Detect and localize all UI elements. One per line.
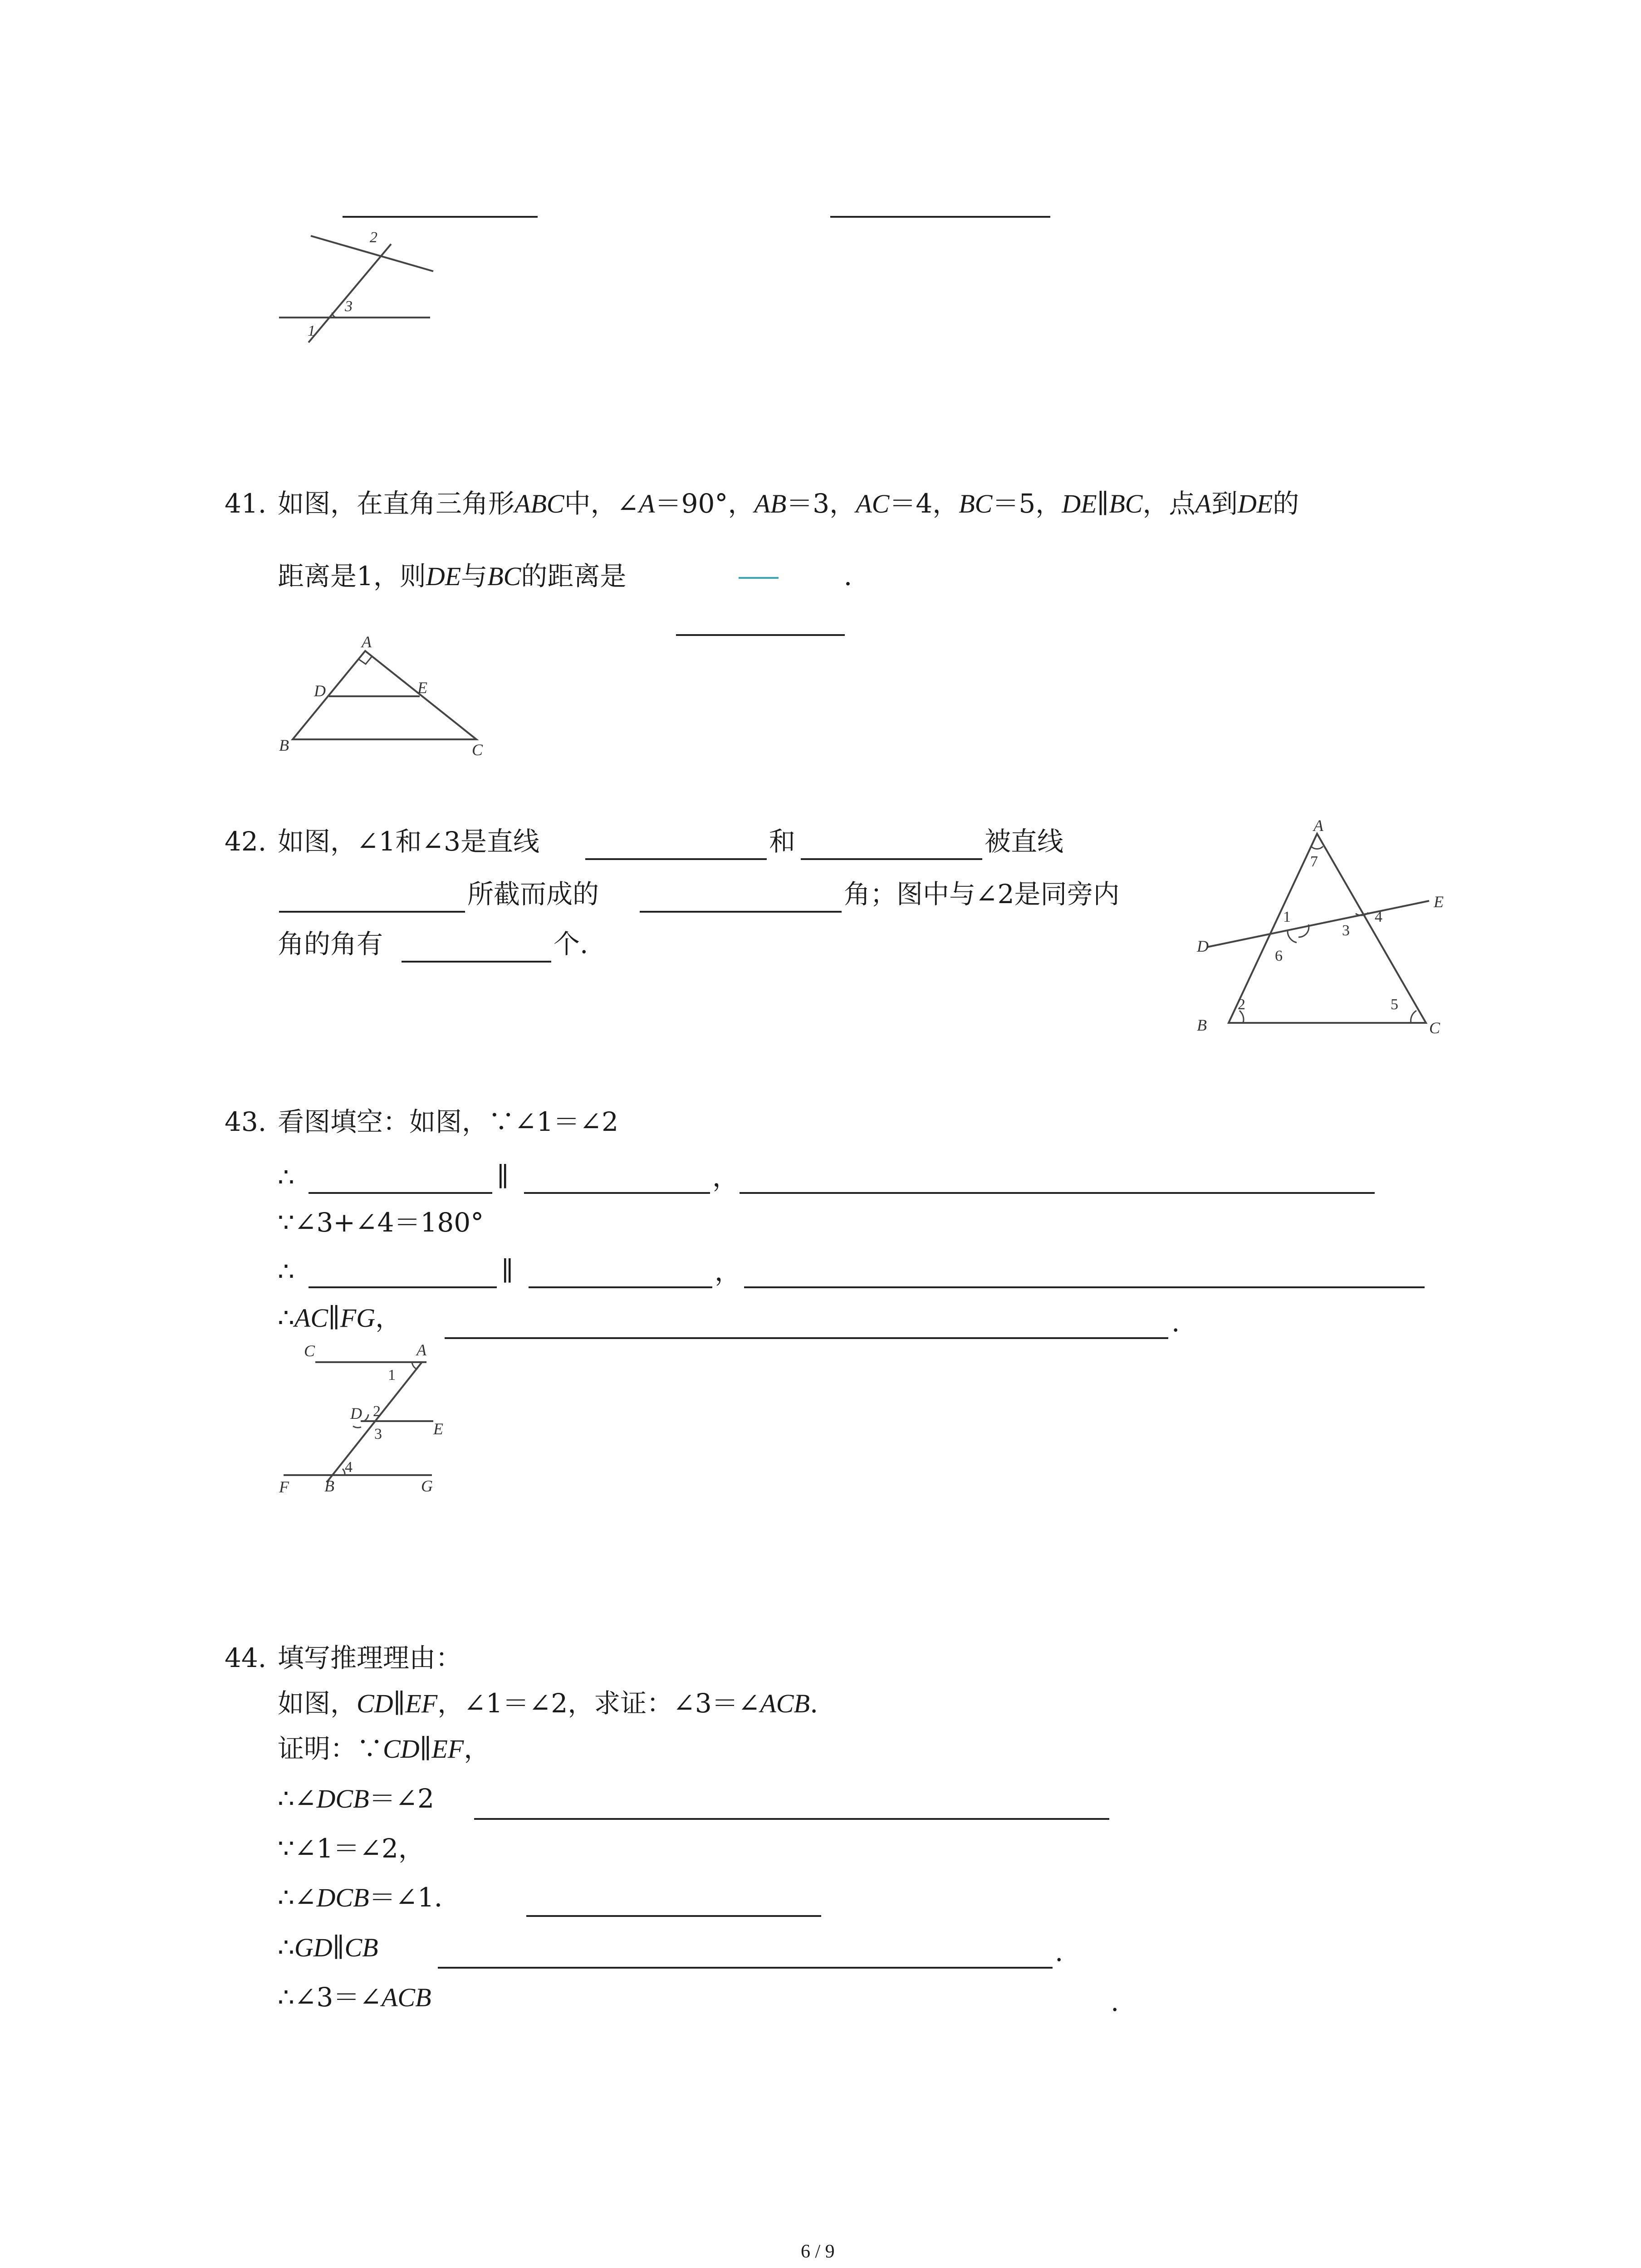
answer-blank-q42-2[interactable] xyxy=(801,858,982,860)
text: BC xyxy=(959,489,993,518)
text: DCB xyxy=(316,1784,369,1813)
q43-line1: 看图填空：如图，∵∠1＝∠2 xyxy=(278,1106,618,1137)
q44-number: 44. xyxy=(225,1642,267,1673)
label-1: 1 xyxy=(388,1367,396,1383)
q42-line1a: 如图，∠1和∠3是直线 xyxy=(278,826,539,857)
q42-line1c: 被直线 xyxy=(985,826,1064,857)
answer-blank[interactable] xyxy=(830,216,1050,218)
label-6: 6 xyxy=(1275,948,1283,964)
q41-line1 xyxy=(278,488,1299,520)
answer-blank-q41[interactable] xyxy=(676,634,845,636)
answer-blank-q42-3[interactable] xyxy=(279,911,465,913)
q44-line7-period: . xyxy=(1111,1986,1119,2017)
label-1: 1 xyxy=(1283,909,1291,925)
label-F: F xyxy=(279,1478,289,1496)
answer-blank[interactable] xyxy=(309,1286,497,1288)
q42-line2b: 角；图中与∠2是同旁内 xyxy=(844,879,1120,909)
q44-line3 xyxy=(278,1783,434,1815)
label-E: E xyxy=(433,1420,443,1438)
text: ＝∠2 xyxy=(369,1783,434,1814)
answer-blank[interactable] xyxy=(740,1192,1375,1194)
text: 证明：∵ xyxy=(278,1733,383,1764)
figure-q42 xyxy=(1184,816,1456,1043)
text: CD∥EF xyxy=(357,1689,438,1718)
text: 如图，在直角三角形 xyxy=(278,488,515,519)
q44-line2 xyxy=(278,1733,490,1765)
text: 到 xyxy=(1211,488,1238,519)
label-D: D xyxy=(314,682,326,700)
text: ＝90°， xyxy=(655,488,754,519)
answer-blank[interactable] xyxy=(445,1337,1168,1339)
label-B: B xyxy=(1197,1016,1207,1034)
text: BC xyxy=(487,562,521,591)
q43-parallel-1: ∥ xyxy=(497,1162,509,1192)
q43-parallel-2: ∥ xyxy=(501,1256,514,1286)
q44-line6-period: . xyxy=(1055,1936,1063,1967)
text: ， xyxy=(375,1302,402,1333)
q44-line5 xyxy=(278,1882,460,1914)
text: ACB xyxy=(382,1983,431,2012)
text: 距离是1，则 xyxy=(278,561,426,591)
label-A: A xyxy=(1313,816,1323,835)
page-number: 6 / 9 xyxy=(801,2241,835,2262)
label-2: 2 xyxy=(370,229,377,246)
cursor-mark xyxy=(739,577,779,579)
text: ∴∠ xyxy=(278,1783,317,1814)
text: ∴∠ xyxy=(278,1882,317,1913)
text: DE xyxy=(426,562,461,591)
text: ∴ xyxy=(278,1932,294,1963)
label-B: B xyxy=(279,736,289,754)
q44-line1 xyxy=(278,1687,818,1720)
label-E: E xyxy=(1434,893,1444,911)
q44-line6 xyxy=(278,1931,378,1964)
q44-line4: ∵∠1＝∠2， xyxy=(278,1833,425,1864)
text: ，点 xyxy=(1142,488,1195,519)
text: ＝5， xyxy=(992,488,1062,519)
label-C: C xyxy=(304,1342,315,1360)
text: 如图， xyxy=(278,1688,357,1719)
text: CD∥EF xyxy=(383,1734,464,1764)
q43-therefore-1: ∴ xyxy=(278,1162,294,1193)
label-3: 3 xyxy=(374,1426,382,1442)
text: A xyxy=(639,489,655,518)
text: . xyxy=(809,1688,818,1719)
q43-comma-2: ， xyxy=(715,1256,741,1287)
text: ＝3， xyxy=(786,488,856,519)
label-D: D xyxy=(350,1404,362,1422)
label-B: B xyxy=(324,1477,334,1495)
q43-therefore-2: ∴ xyxy=(278,1256,294,1287)
q42-number: 42. xyxy=(225,826,267,857)
text: ABC xyxy=(514,489,564,518)
label-2: 2 xyxy=(1238,996,1245,1013)
text: DE xyxy=(1237,489,1273,518)
answer-blank[interactable] xyxy=(744,1286,1425,1288)
label-4: 4 xyxy=(1375,909,1382,925)
answer-blank-q42-5[interactable] xyxy=(402,961,551,963)
figure-q41 xyxy=(272,631,490,767)
label-2: 2 xyxy=(373,1403,381,1420)
answer-blank-q42-4[interactable] xyxy=(640,911,842,913)
answer-blank[interactable] xyxy=(343,216,538,218)
text: 与 xyxy=(461,561,488,591)
q41-line2 xyxy=(278,560,626,592)
answer-blank[interactable] xyxy=(309,1192,492,1194)
label-A: A xyxy=(362,633,372,651)
q41-period: ． xyxy=(844,561,871,591)
q44-title: 填写推理理由： xyxy=(278,1642,462,1673)
text: AC∥FG xyxy=(294,1303,376,1333)
answer-blank[interactable] xyxy=(524,1192,710,1194)
text: 的 xyxy=(1273,488,1299,519)
label-3: 3 xyxy=(345,298,353,315)
answer-blank[interactable] xyxy=(474,1818,1109,1820)
figure-q40 xyxy=(272,222,445,349)
text: DCB xyxy=(316,1883,369,1912)
label-C: C xyxy=(1429,1019,1440,1037)
answer-blank[interactable] xyxy=(529,1286,712,1288)
text: ＝∠1． xyxy=(369,1882,460,1913)
text: 中，∠ xyxy=(564,488,639,519)
q42-line3a: 角的角有 xyxy=(278,929,383,959)
text: AC xyxy=(856,489,890,518)
text: 的距离是 xyxy=(521,561,627,591)
text: A xyxy=(1195,489,1211,518)
label-E: E xyxy=(417,679,427,697)
label-7: 7 xyxy=(1310,853,1318,870)
answer-blank[interactable] xyxy=(438,1967,1053,1969)
text: ∴ xyxy=(278,1302,294,1333)
label-3: 3 xyxy=(1342,922,1350,939)
q41-number: 41. xyxy=(225,488,267,519)
q42-line1b: 和 xyxy=(769,826,796,857)
label-4: 4 xyxy=(345,1459,353,1476)
text: ， xyxy=(464,1733,490,1764)
q43-number: 43. xyxy=(225,1106,267,1137)
label-5: 5 xyxy=(1391,996,1398,1013)
answer-blank-q42-1[interactable] xyxy=(585,858,767,860)
figure-q43 xyxy=(272,1338,463,1497)
label-1: 1 xyxy=(308,323,315,339)
q43-because-line: ∵∠3+∠4＝180° xyxy=(278,1207,484,1238)
q43-last-line xyxy=(278,1302,402,1334)
q44-line7 xyxy=(278,1981,431,2014)
label-A: A xyxy=(416,1341,426,1359)
answer-blank[interactable] xyxy=(526,1915,821,1917)
label-D: D xyxy=(1197,937,1209,955)
text: ＝4， xyxy=(889,488,959,519)
label-C: C xyxy=(472,741,483,759)
text: ∴∠3＝∠ xyxy=(278,1982,382,2013)
q42-line3b: 个. xyxy=(554,929,588,959)
q43-comma-1: ， xyxy=(712,1162,739,1193)
q43-period: . xyxy=(1171,1307,1180,1338)
text: ACB xyxy=(760,1689,810,1718)
text: GD∥CB xyxy=(294,1933,378,1962)
q42-line2a: 所截而成的 xyxy=(467,879,599,909)
text: DE∥BC xyxy=(1062,489,1143,518)
text: AB xyxy=(754,489,787,518)
label-G: G xyxy=(421,1477,433,1495)
text: ，∠1＝∠2，求证：∠3＝∠ xyxy=(437,1688,760,1719)
